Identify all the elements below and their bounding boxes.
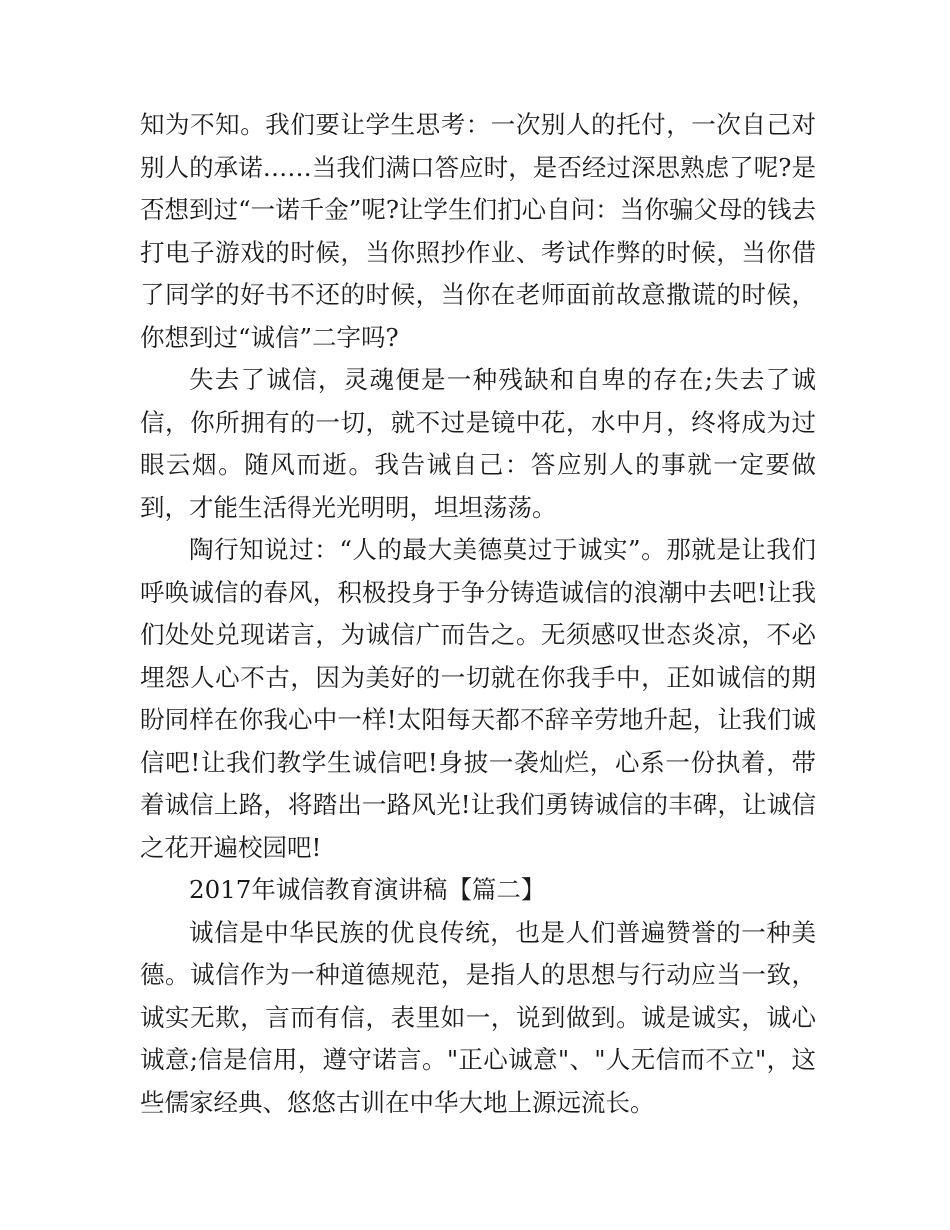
section-heading: 2017年诚信教育演讲稿【篇二】 xyxy=(189,875,546,904)
paragraph-integrity-tradition: 诚信是中华民族的优良传统，也是人们普遍赞誉的一种美德。诚信作为一种道德规范，是指人的思想与行动应当一致，诚实无欺，言而有信，表里如一，说到做到。诚是诚实，诚心诚意;信是信用，遵守诺言。"正心诚意"、"人无信而不立"，这些儒家经典、悠悠古训在中华大地上源远流长。 xyxy=(140,917,816,1117)
paragraph-integrity-loss: 失去了诚信，灵魂便是一种残缺和自卑的存在;失去了诚信，你所拥有的一切，就不过是镜中花，水中月，终将成为过眼云烟。随风而逝。我告诫自己：答应别人的事就一定要做到，才能生活得光光明明，坦坦荡荡。 xyxy=(140,365,816,522)
paragraph-tao-xingzhi-quote: 陶行知说过：“人的最大美德莫过于诚实”。那就是让我们呼唤诚信的春风，积极投身于争分铸造诚信的浪潮中去吧!让我们处处兑现诺言，为诚信广而告之。无须感叹世态炎凉，不必埋怨人心不古，因为美好的一切就在你我手中，正如诚信的期盼同样在你我心中一样!太阳每天都不辞辛劳地升起，让我们诚信吧!让我们教学生诚信吧!身披一袭灿烂，心系一份执着，带着诚信上路，将踏出一路风光!让我们勇铸诚信的丰碑，让诚信之花开遍校园吧! xyxy=(140,535,816,862)
paragraph-continuation: 知为不知。我们要让学生思考：一次别人的托付，一次自己对别人的承诺……当我们满口答应时，是否经过深思熟虑了呢?是否想到过“一诺千金”呢?让学生们扪心自问：当你骗父母的钱去打电子游戏的时候，当你照抄作业、考试作弊的时候，当你借了同学的好书不还的时候，当你在老师面前故意撒谎的时候，你想到过“诚信”二字吗? xyxy=(140,110,816,352)
document-body xyxy=(140,104,816,1124)
